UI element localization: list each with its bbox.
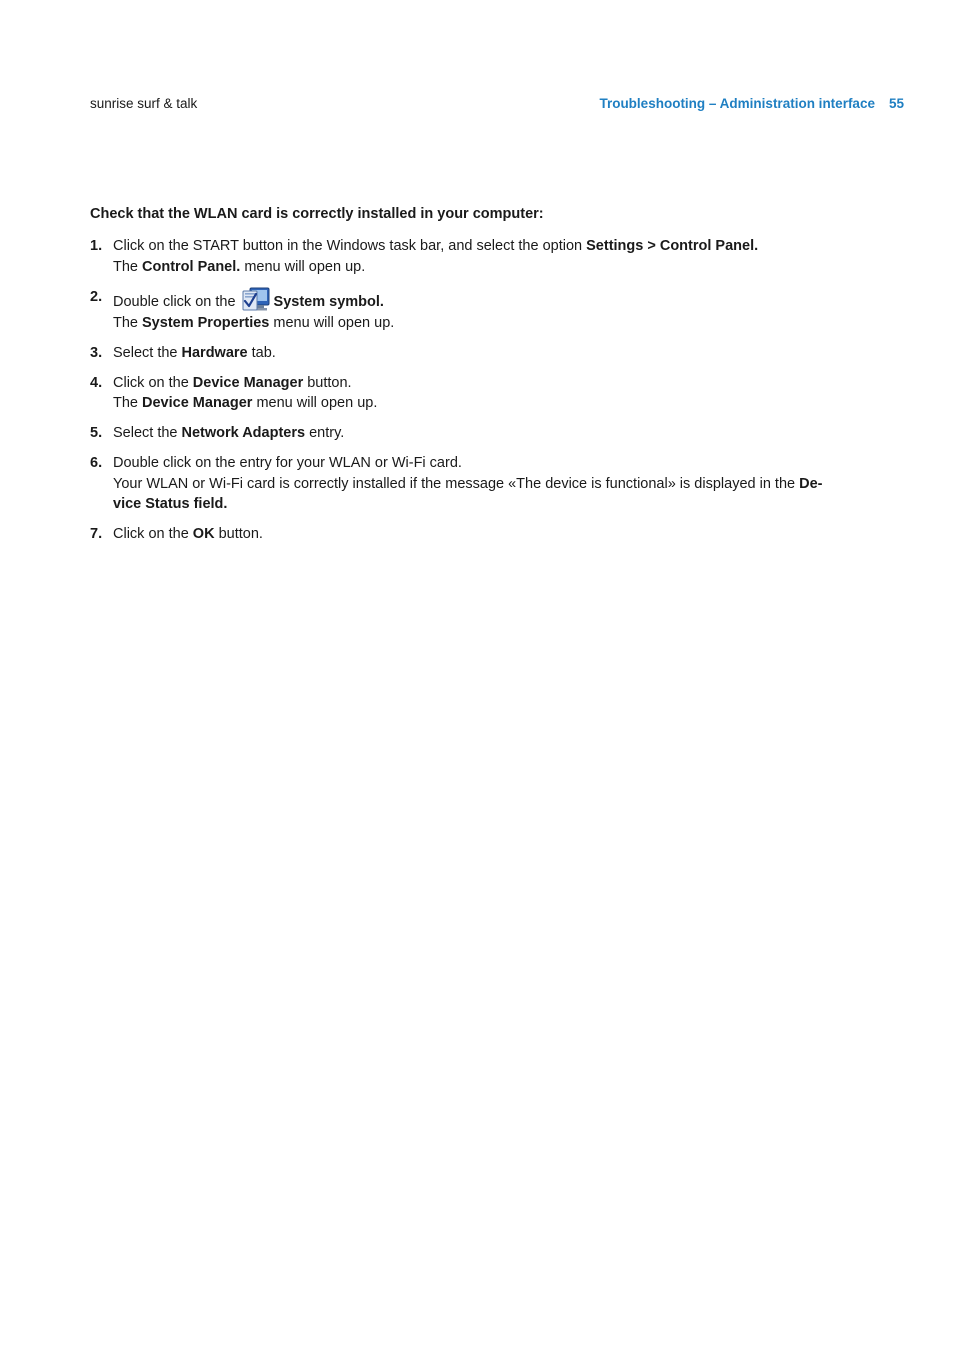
step-2-line-2 [113,313,870,334]
step-6 [90,453,870,515]
step-emphasis: System Properties [142,314,270,331]
instructions-heading: Check that the WLAN card is correctly installed in your computer: [90,206,544,222]
step-4 [90,373,870,414]
step-7-line-1 [113,524,870,545]
header-section [599,96,904,111]
step-7 [90,524,870,545]
step-emphasis: Control Panel. [142,258,241,275]
step-6-line-1: Double click on the entry for your WLAN or Wi-Fi card. [113,455,462,471]
step-5 [90,423,870,444]
step-2 [90,287,870,334]
step-emphasis: Hardware [181,344,248,361]
step-text: The [113,258,143,275]
step-emphasis: Device Manager [142,395,253,411]
step-2-line-1 [113,287,870,313]
step-text: Select the [113,344,182,361]
step-1-line-2 [113,257,870,278]
step-emphasis: OK [192,526,215,542]
step-number: 6. [90,455,103,471]
step-text: entry. [305,425,345,441]
step-6-line-3: vice Status field. [113,496,228,512]
step-text: Click on the [113,374,193,391]
step-text: menu will open up. [269,314,395,331]
step-number: 5. [90,425,103,441]
step-3 [90,343,870,364]
steps-list [90,236,870,554]
step-number: 7. [90,526,103,542]
step-text: Your WLAN or Wi-Fi card is correctly installed if the message «The device is functional» is displayed in the [113,475,800,492]
step-text: button. [214,526,263,542]
header-product-name: sunrise surf & talk [90,96,198,111]
step-number: 4. [90,374,103,391]
step-4-line-2 [113,393,870,414]
step-3-line-1 [113,343,870,364]
step-emphasis: Device Manager [192,374,304,391]
step-1 [90,236,870,277]
step-text: Double click on the [113,293,240,310]
step-number: 2. [90,288,103,305]
step-text: Select the [113,425,182,441]
step-1-line-1 [113,236,870,257]
step-emphasis: System symbol. [273,293,384,310]
system-properties-icon [241,287,271,313]
step-text: The [113,395,143,411]
header-section-title: Troubleshooting – Administration interface [599,96,875,111]
step-text: tab. [247,344,276,361]
step-emphasis: De- [799,475,823,492]
step-4-line-1 [113,373,870,394]
step-number: 1. [90,238,103,254]
step-6-line-2 [113,474,870,495]
step-5-line-1 [113,423,870,444]
step-text: button. [303,374,352,391]
step-text: menu will open up. [252,395,378,411]
step-emphasis: Settings > Control Panel. [586,238,759,254]
step-emphasis: Network Adapters [181,425,306,441]
step-text: menu will open up. [240,258,366,275]
step-text: The [113,314,143,331]
page-number: 55 [888,96,904,111]
step-text: Click on the START button in the Windows task bar, and select the option [113,238,587,254]
step-text: Click on the [113,526,193,542]
step-number: 3. [90,344,103,361]
